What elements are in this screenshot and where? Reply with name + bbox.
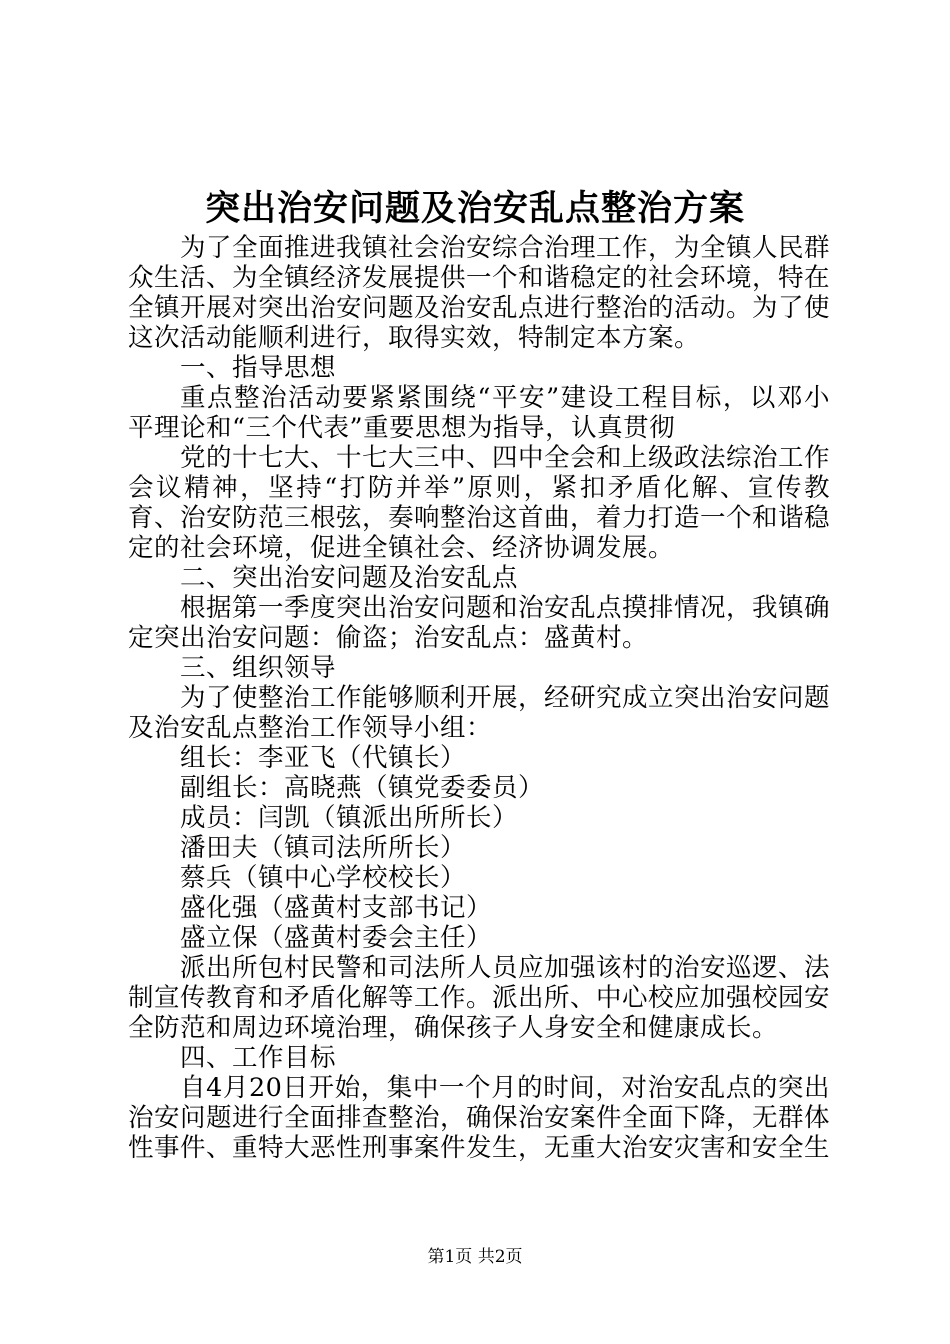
section-heading-goals: 四、工作目标 [180,1043,337,1073]
list-item: 成员：闫凯（镇派出所所长） [180,803,519,833]
paragraph-responsibilities: 派出所包村民警和司法所人员应加强该村的治安巡逻、法制宣传教育和矛盾化解等工作。派出所、中心校应加强校园安全防范和周边环境治理，确保孩子人身安全和健康成长。 [128,953,831,1043]
paragraph-guiding-ideology-cont: 党的十七大、十七大三中、四中全会和上级政法综治工作会议精神，坚持“打防并举”原则，紧扣矛盾化解、宣传教育、治安防范三根弦，奏响整治这首曲，着力打造一个和谐稳定的社会环境，促进全镇社会、经济协调发展。 [128,443,831,563]
paragraph-leadership: 为了使整治工作能够顺利开展，经研究成立突出治安问题及治安乱点整治工作领导小组： [128,683,831,743]
section-heading-guiding-ideology: 一、指导思想 [180,353,337,383]
paragraph-problems: 根据第一季度突出治安问题和治安乱点摸排情况，我镇确定突出治安问题：偷盗；治安乱点：盛黄村。 [128,593,831,653]
list-item: 蔡兵（镇中心学校校长） [180,863,467,893]
document-body [128,233,830,1163]
section-heading-problems: 二、突出治安问题及治安乱点 [180,563,519,593]
list-item: 盛立保（盛黄村委会主任） [180,923,493,953]
page-number-footer: 第1页 共2页 [427,1247,523,1267]
list-item: 副组长：高晓燕（镇党委委员） [180,773,545,803]
paragraph-guiding-ideology: 重点整治活动要紧紧围绕“平安”建设工程目标，以邓小平理论和“三个代表”重要思想为指导，认真贯彻 [128,383,830,443]
list-item: 组长：李亚飞（代镇长） [180,743,467,773]
list-item: 潘田夫（镇司法所所长） [180,833,467,863]
section-heading-leadership: 三、组织领导 [180,653,337,683]
document-title: 突出治安问题及治安乱点整治方案 [204,188,745,229]
paragraph-goals: 自4月20日开始，集中一个月的时间，对治安乱点的突出治安问题进行全面排查整治，确保治安案件全面下降，无群体性事件、重特大恶性刑事案件发生，无重大治安灾害和安全生 [128,1073,831,1163]
paragraph-intro: 为了全面推进我镇社会治安综合治理工作，为全镇人民群众生活、为全镇经济发展提供一个和谐稳定的社会环境，特在全镇开展对突出治安问题及治安乱点进行整治的活动。为了使这次活动能顺利进行，取得实效，特制定本方案。 [128,233,831,353]
list-item: 盛化强（盛黄村支部书记） [180,893,493,923]
